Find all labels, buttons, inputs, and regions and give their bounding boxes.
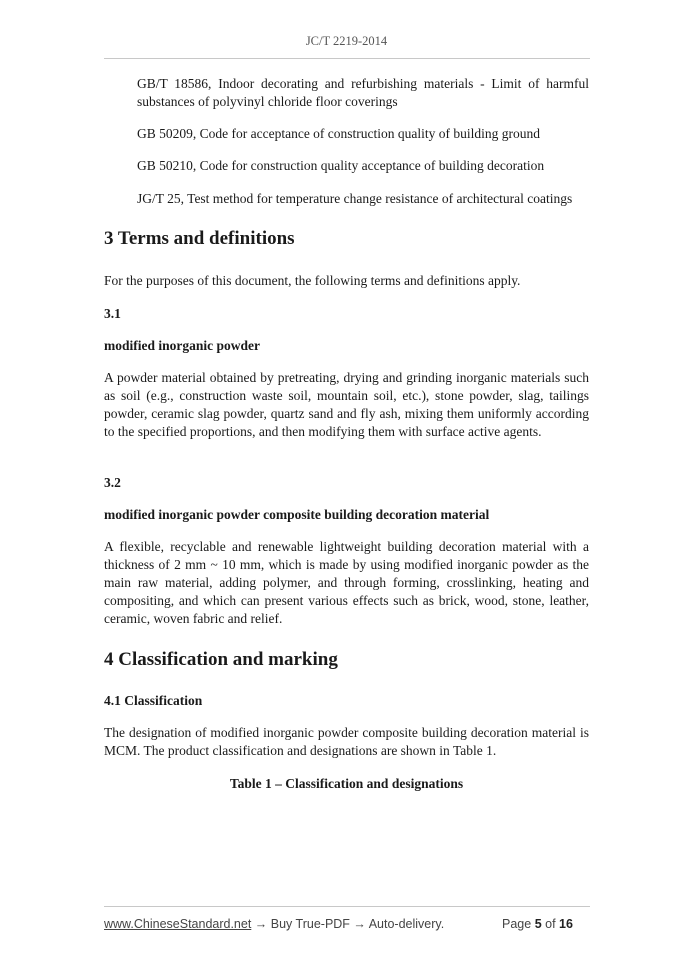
reference-jgt-25: JG/T 25, Test method for temperature change resistance of architectural coatings (137, 191, 573, 206)
chinesestandard-link[interactable]: www.ChineseStandard.net (104, 917, 252, 931)
term-3-1-title: modified inorganic powder (104, 338, 261, 353)
page-header: JC/T 2219-2014 (305, 34, 388, 48)
page-indicator (502, 917, 573, 931)
page-number: 5 (534, 917, 542, 931)
table-1-caption: Table 1 – Classification and designations (229, 776, 464, 791)
total-pages: 16 (559, 917, 573, 931)
reference-gbt-18586: GB/T 18586, Indoor decorating and refurbishing materials - Limit of harmful substances of polyvinyl chloride floor coverings (137, 76, 589, 109)
reference-gb-50210: GB 50210, Code for construction quality acceptance of building decoration (137, 158, 545, 173)
term-3-2-title: modified inorganic powder composite building decoration material (104, 507, 490, 522)
page-label: Page (502, 917, 532, 931)
section-4-1-heading: 4.1 Classification (104, 693, 203, 708)
footer-promo-text: → Buy True-PDF → Auto-delivery. (251, 917, 445, 931)
footer-promo (104, 917, 444, 931)
term-3-2-definition: A flexible, recyclable and renewable lightweight building decoration material with a thickness of 2 mm ~ 10 mm, which is made by using modified inorganic powder as the main raw material, adding polymer, and through forming, crosslinking, heating and compositing, and which can present various effects such as brick, wood, stone, leather, ceramic, woven fabric and relief. (104, 539, 589, 626)
of-label: of (545, 917, 556, 931)
section-3-intro: For the purposes of this document, the following terms and definitions apply. (104, 273, 521, 288)
term-3-2-number: 3.2 (104, 475, 121, 490)
term-3-1-number: 3.1 (104, 306, 121, 321)
footer-divider (104, 906, 590, 907)
reference-gb-50209: GB 50209, Code for acceptance of construction quality of building ground (137, 126, 541, 141)
section-4-heading: 4 Classification and marking (104, 649, 338, 670)
term-3-1-definition: A powder material obtained by pretreating, drying and grinding inorganic materials such as soil (e.g., construction waste soil, mountain soil, etc.), stone powder, slag, tailings powder, ceramic slag powder, quartz sand and fly ash, mixing them uniformly according to the specified proportions, and then modifying them with surface active agents. (104, 370, 589, 439)
section-4-1-paragraph: The designation of modified inorganic powder composite building decoration material is MCM. The product classification and designations are shown in Table 1. (104, 725, 589, 758)
header-divider (104, 58, 590, 59)
section-3-heading: 3 Terms and definitions (104, 228, 295, 249)
